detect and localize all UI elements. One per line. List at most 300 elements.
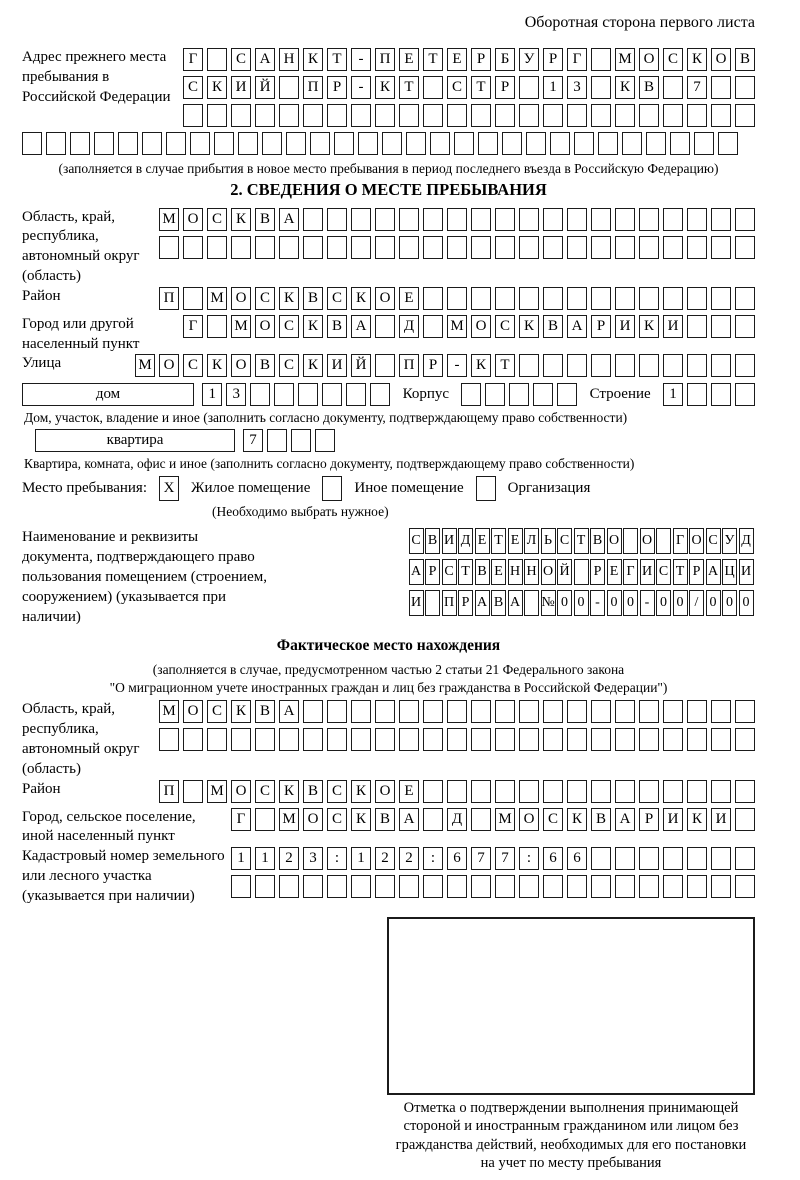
char-cell [231, 104, 251, 127]
char-cell [231, 728, 251, 751]
char-cell: У [722, 528, 737, 554]
char-cell: П [442, 590, 457, 616]
stamp-note: Отметка о подтверждении выполнения принимающей стороной и иностранным гражданином или лицом без гражданства действий, необходимых для его постановки на учет по месту пребывания [395, 1099, 747, 1172]
char-cell: 0 [607, 590, 622, 616]
char-cell: 6 [543, 847, 563, 870]
char-cell [543, 354, 563, 377]
char-cell: Е [399, 48, 419, 71]
char-cell: 1 [663, 383, 683, 406]
char-cell: К [231, 208, 251, 231]
char-cell: А [409, 559, 424, 585]
char-cell [711, 104, 731, 127]
char-cell [591, 875, 611, 898]
char-cell [639, 287, 659, 310]
char-cell [567, 287, 587, 310]
char-cell [495, 780, 515, 803]
char-cell [399, 208, 419, 231]
char-cell [327, 875, 347, 898]
char-cell: В [303, 780, 323, 803]
char-cell: Г [183, 315, 203, 338]
char-cell: Н [524, 559, 539, 585]
char-cell [430, 132, 450, 155]
residential-label: Жилое помещение [191, 480, 311, 497]
char-cell: Е [399, 780, 419, 803]
char-cell: О [640, 528, 655, 554]
char-cell [711, 847, 731, 870]
char-cell [423, 780, 443, 803]
char-cell [279, 728, 299, 751]
char-cell: Р [495, 76, 515, 99]
char-cell: 0 [656, 590, 671, 616]
char-cell [471, 875, 491, 898]
char-cell: О [541, 559, 556, 585]
char-cell [711, 875, 731, 898]
char-cell: : [519, 847, 539, 870]
char-cell [711, 383, 731, 406]
actual-district-label: Район [22, 780, 61, 797]
char-cell: К [279, 780, 299, 803]
char-cell [663, 780, 683, 803]
char-cell [519, 208, 539, 231]
char-cell: Е [607, 559, 622, 585]
char-cell: С [663, 48, 683, 71]
apartment-type-box: квартира [35, 429, 235, 452]
char-cell: И [442, 528, 457, 554]
char-cell [375, 208, 395, 231]
actual-city-block [22, 808, 755, 848]
char-cell [183, 236, 203, 259]
char-cell [303, 700, 323, 723]
char-cell: О [231, 354, 251, 377]
char-cell [495, 728, 515, 751]
actual-region-block [22, 700, 755, 779]
char-cell: П [159, 287, 179, 310]
char-cell: К [567, 808, 587, 831]
organization-checkbox [476, 476, 496, 501]
char-cell: В [735, 48, 755, 71]
char-cell [663, 104, 683, 127]
char-cell: 0 [557, 590, 572, 616]
char-cell [711, 780, 731, 803]
char-cell [351, 104, 371, 127]
char-cell [351, 236, 371, 259]
char-cell: А [567, 315, 587, 338]
char-cell [663, 287, 683, 310]
char-cell [375, 354, 395, 377]
section2-title: 2. СВЕДЕНИЯ О МЕСТЕ ПРЕБЫВАНИЯ [230, 179, 547, 199]
char-cell [255, 728, 275, 751]
char-cell [663, 847, 683, 870]
char-cell [615, 104, 635, 127]
char-cell [447, 208, 467, 231]
char-cell [46, 132, 66, 155]
char-cell: С [327, 808, 347, 831]
char-cell [423, 875, 443, 898]
char-cell [543, 236, 563, 259]
char-cell: В [491, 590, 506, 616]
char-cell: Н [279, 48, 299, 71]
char-cell [639, 236, 659, 259]
char-cell: В [375, 808, 395, 831]
char-cell: М [159, 700, 179, 723]
char-cell [557, 383, 577, 406]
char-cell [663, 728, 683, 751]
char-cell: Т [327, 48, 347, 71]
char-cell [687, 383, 707, 406]
char-cell: Т [491, 528, 506, 554]
char-cell: Д [399, 315, 419, 338]
char-cell: Р [591, 315, 611, 338]
char-cell [334, 132, 354, 155]
char-cell [735, 354, 755, 377]
char-cell: С [255, 780, 275, 803]
char-cell: 0 [739, 590, 754, 616]
char-cell: 7 [471, 847, 491, 870]
char-cell [370, 383, 390, 406]
char-cell [447, 875, 467, 898]
char-cell [639, 208, 659, 231]
char-cell [711, 76, 731, 99]
house-number-cells [202, 383, 390, 406]
char-cell: М [207, 287, 227, 310]
char-cell: К [351, 808, 371, 831]
char-cell [298, 383, 318, 406]
actual-region-row-2 [159, 728, 755, 751]
char-cell: Е [447, 48, 467, 71]
house-note: Дом, участок, владение и иное (заполнить согласно документу, подтверждающему право собственности) [24, 410, 628, 426]
char-cell: С [183, 76, 203, 99]
char-cell [735, 315, 755, 338]
char-cell: А [475, 590, 490, 616]
char-cell [406, 132, 426, 155]
char-cell [291, 429, 311, 452]
char-cell: - [351, 76, 371, 99]
char-cell: В [425, 528, 440, 554]
document-row-2 [409, 559, 756, 585]
char-cell [70, 132, 90, 155]
char-cell [279, 236, 299, 259]
char-cell [574, 132, 594, 155]
street-row [135, 354, 755, 377]
char-cell [279, 875, 299, 898]
char-cell [591, 48, 611, 71]
char-cell: О [255, 315, 275, 338]
char-cell: П [159, 780, 179, 803]
char-cell [567, 780, 587, 803]
char-cell [591, 104, 611, 127]
prev-address-row-3 [183, 104, 755, 127]
char-cell: И [615, 315, 635, 338]
prev-address-note: (заполняется в случае прибытия в новое место пребывания в период последнего въезда в Российскую Федерацию) [58, 161, 719, 176]
char-cell [495, 104, 515, 127]
char-cell: С [706, 528, 721, 554]
actual-city-label: Город, сельское поселение, иной населенный пункт [22, 808, 196, 845]
char-cell: К [639, 315, 659, 338]
char-cell: - [640, 590, 655, 616]
actual-district-block [22, 780, 755, 808]
char-cell: Д [447, 808, 467, 831]
region-block [22, 208, 755, 287]
char-cell [423, 104, 443, 127]
char-cell [519, 780, 539, 803]
char-cell: С [279, 315, 299, 338]
char-cell [267, 429, 287, 452]
char-cell: 1 [202, 383, 222, 406]
char-cell [183, 728, 203, 751]
char-cell [327, 104, 347, 127]
char-cell [591, 76, 611, 99]
city-block [22, 315, 755, 355]
char-cell: Р [639, 808, 659, 831]
char-cell: 2 [399, 847, 419, 870]
document-label: Наименование и реквизиты документа, подтверждающего право пользования помещением (строением, сооружением) (указывается при наличии) [22, 529, 267, 625]
char-cell: - [351, 48, 371, 71]
char-cell: О [183, 208, 203, 231]
char-cell [591, 780, 611, 803]
char-cell: Р [423, 354, 443, 377]
char-cell [735, 104, 755, 127]
char-cell [447, 700, 467, 723]
char-cell [687, 236, 707, 259]
char-cell [207, 48, 227, 71]
char-cell [423, 76, 443, 99]
char-cell: 7 [495, 847, 515, 870]
char-cell: Т [471, 76, 491, 99]
char-cell: Е [475, 528, 490, 554]
char-cell: 0 [623, 590, 638, 616]
char-cell [718, 132, 738, 155]
char-cell: Л [524, 528, 539, 554]
char-cell [735, 875, 755, 898]
char-cell [358, 132, 378, 155]
actual-location-title: Фактическое место нахождения [276, 637, 501, 655]
char-cell: П [399, 354, 419, 377]
char-cell: - [590, 590, 605, 616]
korpus-label: Корпус [402, 386, 450, 403]
char-cell [423, 728, 443, 751]
char-cell [471, 700, 491, 723]
char-cell [399, 236, 419, 259]
char-cell: О [607, 528, 622, 554]
residential-checkbox: X [159, 476, 179, 501]
char-cell: К [279, 287, 299, 310]
char-cell [639, 847, 659, 870]
char-cell: К [519, 315, 539, 338]
char-cell: С [255, 287, 275, 310]
char-cell: И [640, 559, 655, 585]
char-cell: - [447, 354, 467, 377]
char-cell [567, 728, 587, 751]
char-cell [495, 236, 515, 259]
cadastre-rows [231, 847, 755, 903]
char-cell [519, 875, 539, 898]
char-cell: Р [458, 590, 473, 616]
char-cell: Ц [722, 559, 737, 585]
char-cell [567, 208, 587, 231]
actual-region-rows [159, 700, 755, 756]
char-cell: В [639, 76, 659, 99]
char-cell: Е [508, 528, 523, 554]
char-cell [663, 354, 683, 377]
char-cell: 2 [279, 847, 299, 870]
char-cell [315, 429, 335, 452]
page-header-note: Оборотная сторона первого листа [524, 14, 755, 31]
char-cell: К [303, 354, 323, 377]
char-cell: 0 [722, 590, 737, 616]
char-cell [567, 875, 587, 898]
char-cell [399, 700, 419, 723]
char-cell: И [231, 76, 251, 99]
char-cell [639, 354, 659, 377]
char-cell [322, 383, 342, 406]
char-cell [207, 728, 227, 751]
char-cell [238, 132, 258, 155]
char-cell: Р [590, 559, 605, 585]
korpus-cells [461, 383, 577, 406]
char-cell [461, 383, 481, 406]
char-cell [327, 700, 347, 723]
apartment-note: Квартира, комната, офис и иное (заполнить согласно документу, подтверждающему право собственности) [24, 456, 635, 472]
street-label: Улица [22, 355, 62, 372]
char-cell [382, 132, 402, 155]
char-cell [495, 287, 515, 310]
char-cell [543, 700, 563, 723]
char-cell [351, 700, 371, 723]
char-cell [519, 76, 539, 99]
char-cell: 1 [351, 847, 371, 870]
char-cell: Г [567, 48, 587, 71]
char-cell [735, 847, 755, 870]
char-cell: Г [673, 528, 688, 554]
char-cell [423, 287, 443, 310]
char-cell: И [711, 808, 731, 831]
char-cell: К [351, 780, 371, 803]
char-cell [639, 875, 659, 898]
char-cell: О [303, 808, 323, 831]
char-cell: Т [458, 559, 473, 585]
char-cell [591, 354, 611, 377]
char-cell: И [663, 315, 683, 338]
stroenie-cells [663, 383, 755, 406]
char-cell: К [687, 48, 707, 71]
char-cell: 7 [687, 76, 707, 99]
char-cell [687, 104, 707, 127]
char-cell [327, 728, 347, 751]
char-cell: С [279, 354, 299, 377]
char-cell [22, 132, 42, 155]
char-cell [351, 875, 371, 898]
char-cell [166, 132, 186, 155]
region-label: Область, край, республика, автономный округ (область) [22, 208, 140, 284]
char-cell [711, 354, 731, 377]
char-cell: К [207, 76, 227, 99]
char-cell: В [255, 700, 275, 723]
actual-location-note-2: "О миграционном учете иностранных граждан и лиц без гражданства в Российской Федерации") [109, 679, 668, 695]
char-cell [447, 287, 467, 310]
char-cell: В [255, 354, 275, 377]
char-cell [183, 104, 203, 127]
district-label: Район [22, 287, 61, 304]
char-cell [711, 208, 731, 231]
char-cell: М [447, 315, 467, 338]
char-cell [159, 236, 179, 259]
char-cell: 1 [255, 847, 275, 870]
district-block [22, 287, 755, 315]
char-cell [598, 132, 618, 155]
actual-region-label: Область, край, республика, автономный округ (область) [22, 701, 140, 777]
char-cell [250, 383, 270, 406]
actual-location-note-1: (заполняется в случае, предусмотренном частью 2 статьи 21 Федерального закона [152, 662, 625, 678]
char-cell [711, 315, 731, 338]
char-cell: Т [574, 528, 589, 554]
char-cell: М [207, 780, 227, 803]
stamp-box [387, 917, 755, 1095]
char-cell [543, 208, 563, 231]
char-cell [567, 354, 587, 377]
char-cell [591, 847, 611, 870]
char-cell: 2 [375, 847, 395, 870]
char-cell [615, 847, 635, 870]
char-cell [159, 728, 179, 751]
char-cell: А [351, 315, 371, 338]
char-cell: О [159, 354, 179, 377]
char-cell [622, 132, 642, 155]
char-cell [543, 287, 563, 310]
char-cell: В [475, 559, 490, 585]
char-cell [687, 700, 707, 723]
char-cell: 6 [567, 847, 587, 870]
char-cell [495, 875, 515, 898]
char-cell [183, 287, 203, 310]
char-cell [274, 383, 294, 406]
char-cell [591, 236, 611, 259]
actual-city-row [231, 808, 755, 831]
char-cell [471, 208, 491, 231]
char-cell [303, 875, 323, 898]
char-cell [478, 132, 498, 155]
char-cell [310, 132, 330, 155]
char-cell: Д [739, 528, 754, 554]
char-cell [646, 132, 666, 155]
document-row-3 [409, 590, 756, 616]
char-cell [375, 315, 395, 338]
char-cell: № [541, 590, 556, 616]
char-cell: П [303, 76, 323, 99]
char-cell: О [375, 287, 395, 310]
cadastre-row-1 [231, 847, 755, 870]
char-cell: С [447, 76, 467, 99]
char-cell [615, 780, 635, 803]
char-cell [711, 728, 731, 751]
char-cell: А [706, 559, 721, 585]
char-cell: Ь [541, 528, 556, 554]
char-cell [656, 528, 671, 554]
char-cell [519, 700, 539, 723]
char-cell: Б [495, 48, 515, 71]
char-cell: : [327, 847, 347, 870]
char-cell [207, 315, 227, 338]
actual-region-row-1 [159, 700, 755, 723]
street-block [22, 354, 755, 382]
char-cell [447, 780, 467, 803]
char-cell [142, 132, 162, 155]
char-cell: О [689, 528, 704, 554]
char-cell [423, 700, 443, 723]
char-cell: Д [458, 528, 473, 554]
char-cell [687, 287, 707, 310]
char-cell [591, 287, 611, 310]
char-cell [399, 875, 419, 898]
